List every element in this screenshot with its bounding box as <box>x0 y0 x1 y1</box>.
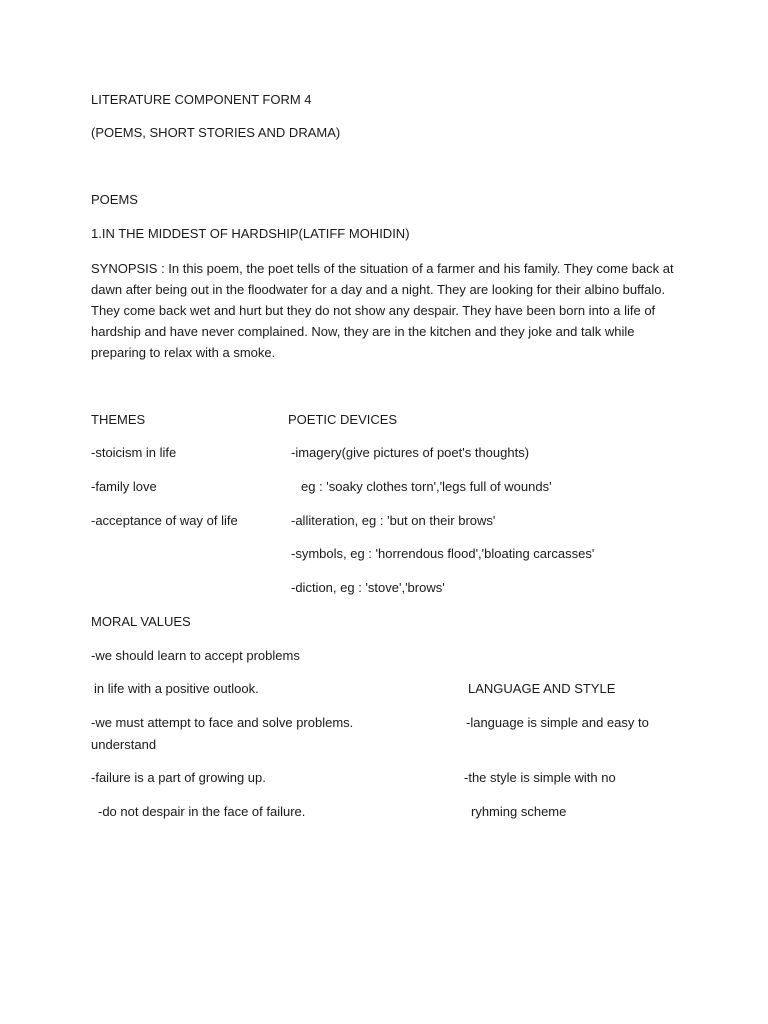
theme-item: -stoicism in life <box>91 445 177 460</box>
section-heading-poems: POEMS <box>91 192 138 207</box>
poetic-devices-heading: POETIC DEVICES <box>288 412 398 427</box>
moral-value-item: understand <box>91 737 157 752</box>
moral-value-item: -do not despair in the face of failure. <box>98 804 306 819</box>
theme-item: -acceptance of way of life <box>91 513 238 528</box>
poem-heading: 1.IN THE MIDDEST OF HARDSHIP(LATIFF MOHIDIN) <box>91 226 410 241</box>
document-title: LITERATURE COMPONENT FORM 4 <box>91 92 312 107</box>
language-style-item: ryhming scheme <box>471 804 567 819</box>
moral-values-heading: MORAL VALUES <box>91 614 191 629</box>
document-subtitle: (POEMS, SHORT STORIES AND DRAMA) <box>91 125 341 140</box>
moral-value-item: -we must attempt to face and solve problems. <box>91 715 354 730</box>
poetic-device-item: -diction, eg : 'stove','brows' <box>291 580 445 595</box>
synopsis-paragraph: SYNOPSIS : In this poem, the poet tells of the situation of a farmer and his family. They come back at dawn after being out in the floodwater for a day and a night. They are looking for their albino buffalo. They come back wet and hurt but they do not show any despair. They have been born into a life of hardship and have never complained. Now, they are in the kitchen and they joke and talk while preparing to relax with a smoke. <box>91 261 674 360</box>
themes-heading: THEMES <box>91 412 146 427</box>
theme-item: -family love <box>91 479 157 494</box>
language-style-item: -the style is simple with no <box>464 770 616 785</box>
poetic-device-item: eg : 'soaky clothes torn','legs full of wounds' <box>301 479 552 494</box>
language-style-item: -language is simple and easy to <box>466 715 649 730</box>
moral-value-item: in life with a positive outlook. <box>94 681 259 696</box>
language-style-heading: LANGUAGE AND STYLE <box>468 681 616 696</box>
moral-value-item: -we should learn to accept problems <box>91 648 300 663</box>
poetic-device-item: -alliteration, eg : 'but on their brows' <box>291 513 496 528</box>
poetic-device-item: -symbols, eg : 'horrendous flood','bloating carcasses' <box>291 546 595 561</box>
poetic-device-item: -imagery(give pictures of poet's thoughts) <box>291 445 530 460</box>
moral-value-item: -failure is a part of growing up. <box>91 770 266 785</box>
